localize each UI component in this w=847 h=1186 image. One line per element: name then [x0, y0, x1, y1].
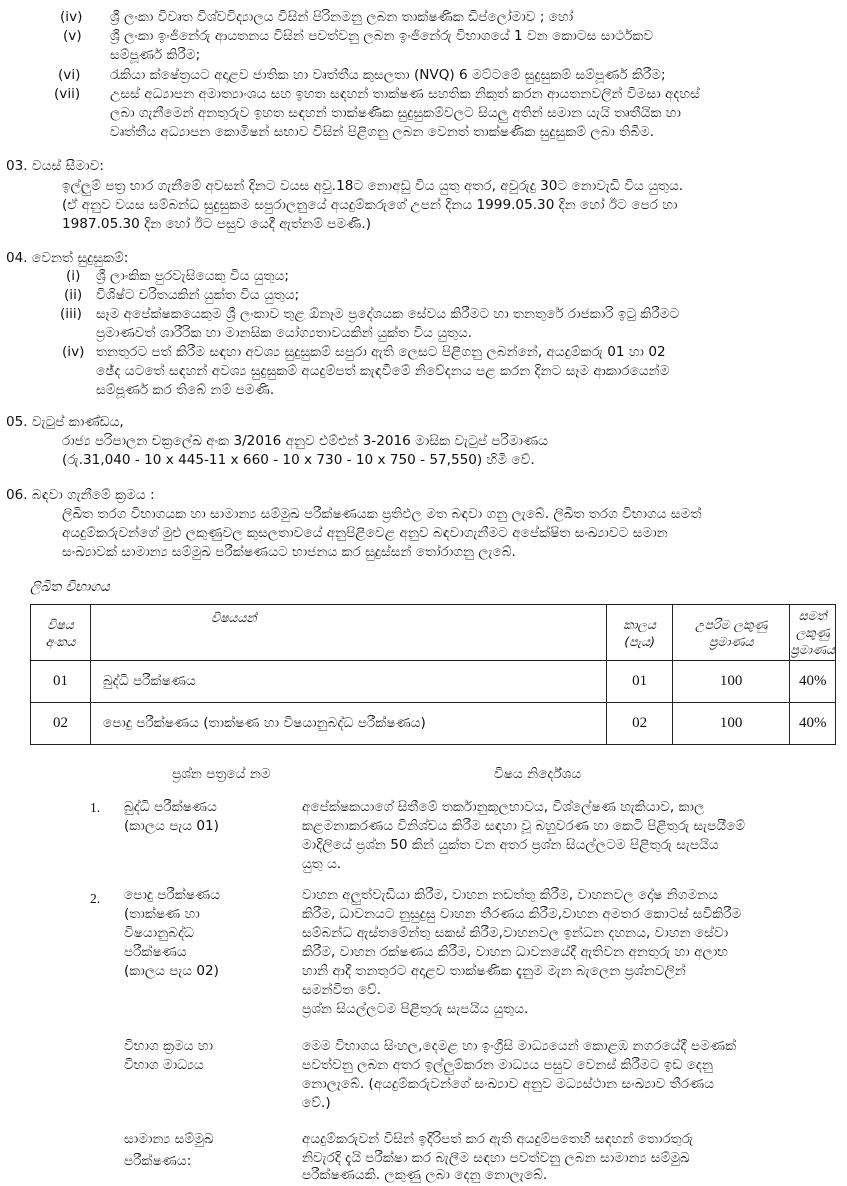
- syllabus-item-2-name-1: පොදු පරීක්ෂණය: [124, 887, 220, 903]
- interview-name-1: සාමාන්‍ය සම්මුඛ: [124, 1131, 214, 1147]
- syllabus-item-2-desc-5: හානි ආදී තනතුරට අදාළව තාක්ෂණික දැනුම මැන බැලෙන ප්‍රශ්නවලින්: [302, 963, 686, 979]
- header-subject-number: විෂය අංකය: [31, 605, 91, 661]
- age-line-3: 1987.05.30 දින හෝ ඊට පසුව යෙදී ඇත්නම් පමණි.): [62, 216, 372, 232]
- syllabus-item-2-desc-3: සම්බන්ධ ඇස්තමේන්තු සකස් කිරීම,වාහනවල ඉන්ධන දහනය, වාහන සේවා: [302, 925, 729, 941]
- interview-desc-2: නිවැරදි දැයි පරීක්ෂා කර බැලීම සඳහා පවත්වනු ලබන සාමාන්‍ය සම්මුඛ: [302, 1150, 690, 1166]
- qual-vii-line-1: උසස් අධ්‍යාපන අමාත්‍යාංශය සහ ඉහත සඳහන් තාක්ෂණ සහතික නිකුත් කරන ආයතනවලින් විමසා අදහස්: [110, 86, 700, 102]
- row2-subject: පොදු පරීක්ෂණය (තාක්ෂණ හා විෂයානුබද්ධ පරීක්ෂණය): [90, 703, 606, 745]
- header-duration: කාලය (පැය): [607, 605, 673, 661]
- exam-method-desc-1: මෙම විභාගය සිංහල,දෙමළ හා ඉංග්‍රීසි මාධ්‍යයෙන් කොළඹ නගරයේදී පමණක්: [302, 1038, 737, 1054]
- other-i-roman: (i): [66, 268, 81, 284]
- qual-vi-line-1: රැකියා ක්ෂේත්‍රයට අදාළව ජාතික හා වෘත්තීය කුසලතා (NVQ) 6 මට්ටමේ සුදුසුකම් සම්පූර්ණ කිරීම;: [110, 67, 666, 83]
- qual-vii-line-2: ලබා ගැනීමෙන් අනතුරුව ඉහත සඳහන් තාක්ෂණික සුදුසුකම්වලට සියලු අතින් සමාන යැයි තෘතීයික හා: [110, 105, 681, 121]
- other-ii-line-1: විශිෂ්ට චරිතයකින් යුක්ත විය යුතුය;: [96, 287, 300, 303]
- other-iv-line-3: සම්පූර්ණ කර තිබේ නම් පමණි.: [96, 382, 275, 398]
- qual-vi-roman: (vi): [58, 67, 81, 83]
- recruit-heading: 06. බඳවා ගැනීමේ ක්‍රමය :: [6, 487, 155, 503]
- header-pass-marks: සමත් ලකුණු ප්‍රමාණය: [790, 605, 836, 661]
- row2-max-marks: 100: [672, 703, 789, 745]
- syllabus-item-1-name-1: බුද්ධි පරීක්ෂණය: [124, 799, 217, 815]
- other-iv-roman: (iv): [62, 344, 85, 360]
- marks-table-header-row: [31, 605, 836, 661]
- exam-method-desc-3: නොලැබේ. (අයදුම්කරුවන්ගේ සංඛ්‍යාව අනුව මධ්‍යස්ථාන සංඛ්‍යාව තීරණය: [302, 1076, 715, 1092]
- row1-duration: 01: [607, 661, 673, 703]
- salary-line-1: රාජ්‍ය පරිපාලන චක්‍රලේඛ අංක 3/2016 අනුව එම්එන් 3-2016 මාසික වැටුප් පරිමාණය: [62, 433, 549, 449]
- syllabus-item-2-name-4: පරීක්ෂණය: [124, 944, 187, 960]
- syllabus-item-1-name-2: (කාලය පැය 01): [124, 818, 219, 834]
- age-line-1: ඉල්ලුම් පත්‍ර භාර ගැනීමේ අවසන් දිනට වයස අවු.18ට නොඅඩු විය යුතු අතර, අවුරුදු 30ට නොවැඩි විය යුතුය.: [62, 178, 684, 194]
- qual-vii-roman: (vii): [54, 86, 81, 102]
- syllabus-col-syllabus: විෂය නිර්දේශය: [494, 766, 582, 782]
- syllabus-item-2-desc-4: කිරීම, වාහන රක්ෂණය කිරීම, වාහන ධාවනයේදී ඇතිවන අනතුරු හා අලාභ: [302, 944, 729, 960]
- qual-v-line-1: ශ්‍රී ලංකා ඉංජිනේරු ආයතනය විසින් පවත්වනු ලබන ඉංජිනේරු විභාගයේ 1 වන කොටස සාර්ථකව: [110, 28, 654, 44]
- syllabus-item-1-desc-4: යුතු ය.: [302, 856, 342, 872]
- recruit-line-2: අයදුම්කරුවන්ගේ මුළු ලකුණුවල කුසලතාවයේ අනුපිළිවෙළ අනුව බඳවාගැනීමට අපේක්ෂිත සංඛ්‍යාවට සමාන: [62, 525, 668, 541]
- syllabus-col-paper-name: ප්‍රශ්න පත්‍රයේ නම: [172, 766, 271, 782]
- syllabus-item-1-desc-2: කළමනාකරණය විනිශ්චය කිරීම සඳහා වූ බහුවරණ හා කෙටි පිළිතුරු සැපයීමේ: [302, 818, 746, 834]
- row2-subject-number: 02: [31, 703, 91, 745]
- table-row: [31, 703, 836, 745]
- syllabus-item-1-desc-1: අපේක්ෂකයාගේ සිතීමේ තර්කානුකූලභාවය, විශ්ලේෂණ හැකියාව, කාල: [302, 799, 705, 815]
- qual-iv-roman: (iv): [60, 9, 83, 25]
- qual-v-line-2: සම්පූර්ණ කිරීම;: [110, 47, 201, 63]
- header-max-marks: උපරිම ලකුණු ප්‍රමාණය: [672, 605, 789, 661]
- other-iii-line-1: සෑම අපේක්ෂකයෙකුම ශ්‍රී ලංකාව තුළ ඕනෑම ප්‍රදේශයක සේවය කිරීමට හා තනතුරේ රාජකාරි ඉටු කිරීමට: [96, 306, 680, 322]
- age-line-2: (ඒ අනුව වයස සම්බන්ධ සුදුසුකම සපුරාලනුයේ අයදුම්කරුගේ උපන් දිනය 1999.05.30 දින හෝ ඊට පෙර හා: [62, 197, 678, 213]
- syllabus-item-2-number: 2.: [90, 891, 101, 906]
- other-iii-roman: (iii): [60, 306, 82, 322]
- syllabus-item-2-desc-1: වාහන අලුත්වැඩියා කිරීම, වාහන නඩත්තු කිරීම, වාහනවල දෝෂ නිගමනය: [302, 887, 719, 903]
- exam-method-name-2: විභාග මාධ්‍යය: [124, 1057, 204, 1073]
- syllabus-item-2-desc-2: කිරීම, ධාවනයට නුසුදුසු වාහන තීරණය කිරීම,වාහන අමතර කොටස් සවිකිරීම: [302, 906, 742, 922]
- qual-iv-line-1: ශ්‍රී ලංකා විවෘත විශ්වවිද්‍යාලය විසින් පිරිනමනු ලබන තාක්ෂණික ඩිප්ලෝමාව ; හෝ: [110, 9, 574, 25]
- other-i-line-1: ශ්‍රී ලාංකික පුරවැසියෙකු විය යුතුය;: [96, 268, 289, 284]
- table-row: [31, 661, 836, 703]
- other-iv-line-1: තනතුරට පත් කිරීම සඳහා අවශ්‍ය සුදුසුකම් සපුරා ඇති ලෙසට පිළිගනු ලබන්නේ, අයදුම්කරු 01 හා 02: [96, 344, 666, 360]
- row1-max-marks: 100: [672, 661, 789, 703]
- other-iv-line-2: ඡේද යටතේ සඳහන් අවශ්‍ය සුදුසුකම් අයදුම්පත් කැඳවීමේ නිවේදනය පළ කරන දිනට සෑම ආකාරයෙන්ම: [96, 363, 670, 379]
- syllabus-item-2-name-5: (කාලය පැය 02): [124, 963, 219, 979]
- row1-pass-marks: 40%: [790, 661, 836, 703]
- age-heading: 03. වයස් සීමාව:: [6, 158, 104, 174]
- exam-method-name-1: විභාග ක්‍රමය හා: [124, 1038, 214, 1054]
- syllabus-item-2-desc-6: සමන්විත වේ.: [302, 982, 382, 998]
- qual-v-roman: (v): [63, 28, 82, 44]
- syllabus-item-2-desc-7: ප්‍රශ්න සියල්ලටම පිළිතුරු සැපයිය යුතුය.: [302, 1001, 529, 1017]
- syllabus-item-1-number: 1.: [90, 800, 101, 815]
- other-ii-roman: (ii): [64, 287, 83, 303]
- row1-subject: බුද්ධි පරීක්ෂණය: [90, 661, 606, 703]
- interview-name-2: පරීක්ෂණය:: [124, 1153, 192, 1169]
- row2-duration: 02: [607, 703, 673, 745]
- other-iii-line-2: ප්‍රමාණවත් ශාරීරික හා මානසික යෝග්‍යතාවයකින් යුක්ත විය යුතුය.: [96, 325, 473, 341]
- recruit-line-1: ලිඛිත තරග විභාගයක හා සාමාන්‍ය සම්මුඛ පරීක්ෂණයක ප්‍රතිඵල මත බඳවා ගනු ලැබේ. ලිඛිත තරග විභාගය සමත්: [62, 506, 702, 522]
- qual-vii-line-3: වෘත්තීය අධ්‍යාපන කොමිෂන් සභාව විසින් පිළිගනු ලබන වෙනත් තාක්ෂණික සුදුසුකම් ලබා තිබීම.: [110, 124, 655, 140]
- written-exam-label: ලිඛිත විභාගය: [30, 579, 110, 595]
- salary-line-2: (රු.31,040 - 10 x 445-11 x 660 - 10 x 730 - 10 x 750 - 57,550) හිමි වේ.: [62, 452, 535, 468]
- interview-desc-3: පරීක්ෂණයකි. ලකුණු ලබා දෙනු නොලැබේ.: [302, 1167, 548, 1183]
- syllabus-item-2-name-2: (තාක්ෂණ හා: [124, 906, 200, 922]
- salary-heading: 05. වැටුප් කාණ්ඩය,: [6, 414, 124, 430]
- recruit-line-3: සංඛ්‍යාවක් සාමාන්‍ය සම්මුඛ පරීක්ෂණයට භාජනය කර සුදුස්සන් තෝරාගනු ලැබේ.: [62, 544, 516, 560]
- header-subjects: විෂයයන්: [90, 605, 606, 661]
- row1-subject-number: 01: [31, 661, 91, 703]
- other-heading: 04. වෙනත් සුදුසුකම්:: [6, 250, 129, 266]
- row2-pass-marks: 40%: [790, 703, 836, 745]
- marks-table: [30, 604, 836, 745]
- syllabus-item-1-desc-3: මාදිලියේ ප්‍රශ්න 50 කින් යුක්ත වන අතර ප්‍රශ්න සියල්ලටම පිළිතුරු සැපයිය: [302, 837, 719, 853]
- interview-desc-1: අයදුම්කරුවන් විසින් ඉදිරිපත් කර ඇති අයදුම්පතෙහි සඳහන් තොරතුරු: [302, 1131, 694, 1147]
- exam-method-desc-2: පවත්වනු ලබන අතර ඉල්ලුම්කරන මාධ්‍යය පසුව වෙනස් කිරීමට ඉඩ දෙනු: [302, 1057, 713, 1073]
- exam-method-desc-4: වේ.): [302, 1095, 331, 1111]
- syllabus-item-2-name-3: විෂයානුබද්ධ: [124, 925, 195, 941]
